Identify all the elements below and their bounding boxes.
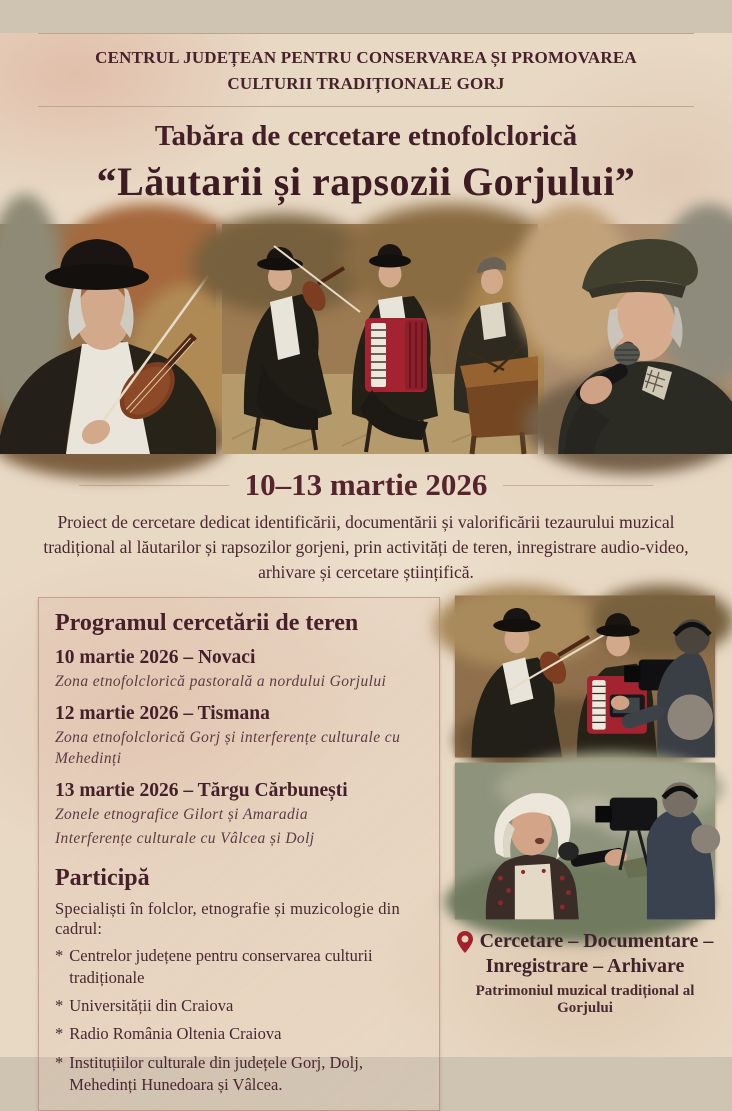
lower-columns: [38, 597, 716, 1111]
poster: [0, 33, 732, 1094]
photo-filming-musicians: [454, 597, 716, 756]
bullet-asterisk: *: [55, 945, 64, 965]
date-rule-left: [79, 485, 229, 486]
list-item: [55, 945, 425, 990]
organization-header: [38, 33, 694, 107]
org-name-line1: CENTRUL JUDEȚEAN PENTRU CONSERVAREA ȘI PROMOVAREA: [95, 48, 637, 67]
program-event: [55, 780, 425, 850]
list-item: [55, 1052, 425, 1097]
org-name-line2: CULTURII TRADIȚIONALE GORJ: [227, 73, 505, 93]
caption-subline: Patrimoniul muzical tradițional al Gorjului: [475, 983, 695, 1017]
event-desc: Zona etnofolclorică pastorală a nordului Gorjului: [55, 673, 387, 691]
bullet-asterisk: *: [55, 996, 64, 1016]
photo-singer-microphone: [544, 224, 732, 454]
footer-caption: [454, 929, 716, 1017]
photo-violinist: [0, 224, 216, 454]
photo-folk-trio: [222, 224, 538, 454]
photo-strip: [0, 224, 732, 454]
event-title: 10 martie 2026 – Novaci: [55, 647, 256, 669]
program-heading: Programul cercetării de teren: [55, 610, 359, 637]
photo-interview-woman: [454, 764, 716, 918]
date-rule-right: [503, 485, 653, 486]
event-desc: Interferențe culturale cu Vâlcea și Dolj: [55, 829, 315, 847]
list-item-text: Instituțiilor culturale din județele Gorj, Dolj, Mehedinți Hunedoara și Vâlcea.: [69, 1052, 363, 1094]
event-date: 10–13 martie 2026: [244, 467, 488, 502]
list-item-text: Radio România Oltenia Craiova: [69, 1024, 282, 1044]
location-pin-icon: [457, 931, 473, 953]
caption-line1: Cercetare – Documentare –: [479, 930, 714, 953]
list-item-text: Centrelor județene pentru conservarea culturii tradiționale: [69, 945, 373, 987]
participants-intro: Specialiști în folclor, etnografie și muzicologie din cadrul:: [55, 898, 400, 938]
event-desc: Zona etnofolclorică Gorj și interferențe culturale cu Mehedinți: [55, 728, 401, 767]
page-title: “Lăutarii și rapsozii Gorjului”: [96, 159, 636, 204]
caption-line2: Inregistrare – Arhivare: [485, 955, 685, 978]
right-column: [454, 597, 716, 1111]
participants-section: [55, 865, 425, 1097]
event-subtitle: Tabăra de cercetare etnofolclorică: [154, 120, 578, 152]
participants-heading: Participă: [55, 864, 150, 891]
list-item: [55, 1023, 425, 1045]
program-event: [55, 703, 425, 770]
list-item-text: Universității din Craiova: [69, 996, 234, 1016]
bullet-asterisk: *: [55, 1024, 64, 1044]
program-event: [55, 647, 425, 693]
program-box: [38, 597, 440, 1111]
bullet-asterisk: *: [55, 1052, 64, 1072]
intro-paragraph: Proiect de cercetare dedicat identificării, documentării și valorificării tezaurului muzical tradițional al lăutarilor și rapsozilor gorjeni, prin activități de teren, inregistrare audio-video, arhivare și cercetare științifică.: [43, 512, 689, 583]
event-title: 12 martie 2026 – Tismana: [55, 702, 270, 724]
list-item: [55, 995, 425, 1017]
event-title: 13 martie 2026 – Tărgu Cărbunești: [55, 779, 348, 801]
event-desc: Zonele etnografice Gilort și Amaradia: [55, 805, 309, 823]
